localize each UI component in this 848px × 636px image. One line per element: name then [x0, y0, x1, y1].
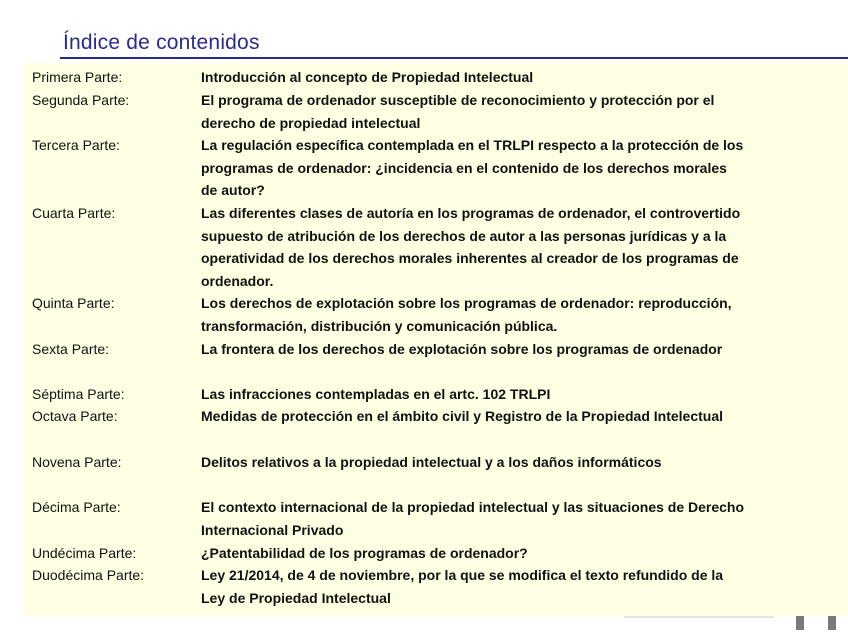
part-description: Las diferentes clases de autoría en los programas de ordenador, el controvertido supuesto de atribución de los derechos de autor a las personas jurídicas y a la operatividad de los derechos morales inherentes al creador de los programas de ordenador.: [201, 205, 741, 289]
page-title: Índice de contenidos: [63, 31, 260, 54]
part-description: Los derechos de explotación sobre los programas de ordenador: reproducción, transformación, distribución y comunicación pública.: [201, 295, 732, 334]
part-description: El programa de ordenador susceptible de reconocimiento y protección por el derecho de propiedad intelectual: [201, 92, 715, 131]
part-label: Segunda Parte:: [32, 92, 130, 108]
title-underline: [60, 57, 848, 59]
part-label: Primera Parte:: [32, 69, 123, 85]
part-label: Duodécima Parte:: [32, 567, 145, 583]
footer-mark: [796, 616, 804, 630]
part-label: Quinta Parte:: [32, 295, 115, 311]
part-description: La frontera de los derechos de explotación sobre los programas de ordenador: [201, 341, 723, 357]
part-description: ¿Patentabilidad de los programas de ordenador?: [201, 545, 528, 561]
part-label: Cuarta Parte:: [32, 205, 116, 221]
part-label: Tercera Parte:: [32, 137, 120, 153]
part-description: Introducción al concepto de Propiedad Intelectual: [201, 69, 534, 85]
part-label: Décima Parte:: [32, 499, 121, 515]
footer-mark: [828, 616, 836, 630]
part-label: Octava Parte:: [32, 408, 118, 424]
part-label: Novena Parte:: [32, 454, 122, 470]
contents-box: [24, 63, 848, 616]
part-description: Medidas de protección en el ámbito civil y Registro de la Propiedad Intelectual: [201, 408, 724, 424]
part-label: Sexta Parte:: [32, 341, 110, 357]
part-label: Séptima Parte:: [32, 386, 125, 402]
footer-text-fragment: [624, 612, 784, 622]
part-description: Ley 21/2014, de 4 de noviembre, por la que se modifica el texto refundido de la Ley de Propiedad Intelectual: [201, 567, 724, 606]
part-label: Undécima Parte:: [32, 545, 137, 561]
part-description: Las infracciones contempladas en el artc. 102 TRLPI: [201, 386, 551, 402]
part-description: Delitos relativos a la propiedad intelectual y a los daños informáticos: [201, 454, 662, 470]
part-description: La regulación específica contemplada en el TRLPI respecto a la protección de los programas de ordenador: ¿incidencia en el contenido de los derechos morales de autor?: [201, 137, 744, 199]
part-description: El contexto internacional de la propiedad intelectual y las situaciones de Derecho Internacional Privado: [201, 499, 745, 538]
